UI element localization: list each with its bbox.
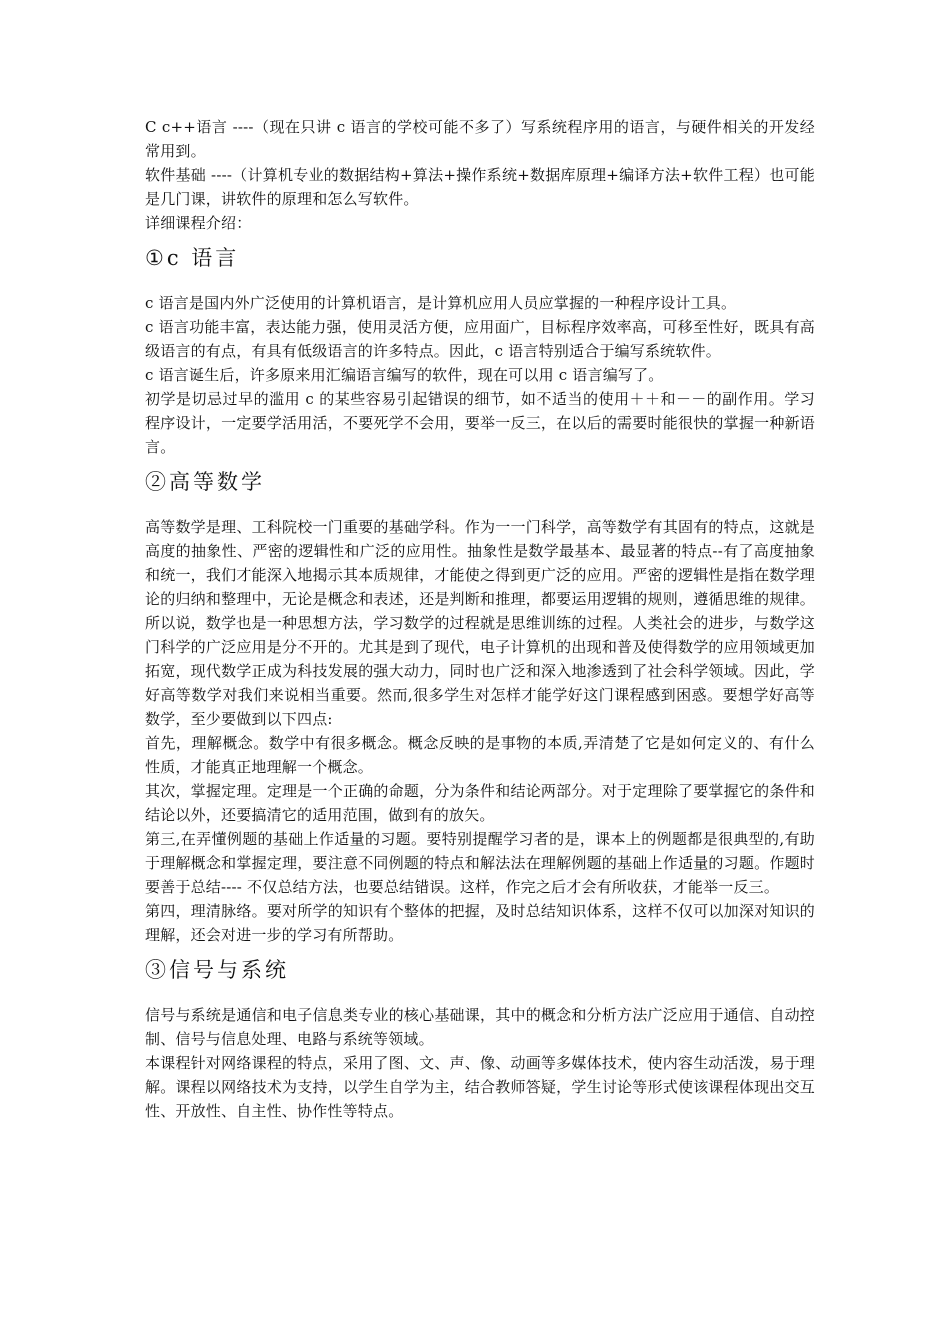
body-paragraph: 信号与系统是通信和电子信息类专业的核心基础课，其中的概念和分析方法广泛应用于通信、自动控制、信号与信息处理、电路与系统等领域。 (145, 1006, 815, 1048)
body-paragraph: c 语言功能丰富，表达能力强，使用灵活方便，应用面广，目标程序效率高，可移至性好，既具有高级语言的有点，有具有低级语言的许多特点。因此，c 语言特别适合于编写系统软件。 (145, 318, 815, 360)
section-signals-systems (145, 955, 815, 1123)
section-heading: ②高等数学 (145, 470, 265, 494)
body-paragraph: 初学是切忌过早的滥用 c 的某些容易引起错误的细节，如不适当的使用＋＋和－－的副作用。学习程序设计，一定要学活用活，不要死学不会用，要举一反三，在以后的需要时能很快的掌握一种新语言。 (145, 390, 815, 456)
body-paragraph: 首先，理解概念。数学中有很多概念。概念反映的是事物的本质,弄清楚了它是如何定义的、有什么性质，才能真正地理解一个概念。 (145, 734, 815, 776)
body-paragraph: 本课程针对网络课程的特点，采用了图、文、声、像、动画等多媒体技术，使内容生动活泼，易于理解。课程以网络技术为支持，以学生自学为主，结合教师答疑，学生讨论等形式使该课程体现出交互性、开放性、自主性、协作性等特点。 (145, 1054, 815, 1120)
section-heading: ①c 语言 (145, 246, 240, 270)
document-page (145, 115, 815, 1123)
body-paragraph: 高等数学是理、工科院校一门重要的基础学科。作为一一门科学，高等数学有其固有的特点，这就是高度的抽象性、严密的逻辑性和广泛的应用性。抽象性是数学最基本、最显著的特点--有了高度抽象和统一，我们才能深入地揭示其本质规律，才能使之得到更广泛的应用。严密的逻辑性是指在数学理论的归纳和整理中，无论是概念和表述，还是判断和推理，都要运用逻辑的规则，遵循思维的规律。所以说，数学也是一种思想方法，学习数学的过程就是思维训练的过程。人类社会的进步，与数学这门科学的广泛应用是分不开的。尤其是到了现代，电子计算机的出现和普及使得数学的应用领域更加拓宽，现代数学正成为科技发展的强大动力，同时也广泛和深入地渗透到了社会科学领域。因此，学好高等数学对我们来说相当重要。然而,很多学生对怎样才能学好这门课程感到困惑。要想学好高等数学，至少要做到以下四点: (145, 518, 815, 728)
section-c-language (145, 243, 815, 459)
intro-paragraph: 详细课程介绍： (145, 214, 252, 232)
body-paragraph: 第四，理清脉络。要对所学的知识有个整体的把握，及时总结知识体系，这样不仅可以加深对知识的理解，还会对进一步的学习有所帮助。 (145, 902, 815, 944)
body-paragraph: 第三,在弄懂例题的基础上作适量的习题。要特别提醒学习者的是，课本上的例题都是很典型的,有助于理解概念和掌握定理，要注意不同例题的特点和解法法在理解例题的基础上作适量的习题。作题时要善于总结---- 不仅总结方法，也要总结错误。这样，作完之后才会有所收获，才能举一反三。 (145, 830, 815, 896)
intro-paragraph: 软件基础 ----（计算机专业的数据结构+算法+操作系统+数据库原理+编译方法+软件工程）也可能是几门课，讲软件的原理和怎么写软件。 (145, 166, 815, 208)
body-paragraph: 其次，掌握定理。定理是一个正确的命题，分为条件和结论两部分。对于定理除了要掌握它的条件和结论以外，还要搞清它的适用范围，做到有的放矢。 (145, 782, 815, 824)
body-paragraph: c 语言是国内外广泛使用的计算机语言，是计算机应用人员应掌握的一种程序设计工具。 (145, 294, 737, 312)
intro-paragraph: C c++语言 ----（现在只讲 c 语言的学校可能不多了）写系统程序用的语言，与硬件相关的开发经常用到。 (145, 118, 815, 160)
section-advanced-math (145, 467, 815, 947)
body-paragraph: c 语言诞生后，许多原来用汇编语言编写的软件，现在可以用 c 语言编写了。 (145, 366, 664, 384)
section-heading: ③信号与系统 (145, 958, 289, 982)
